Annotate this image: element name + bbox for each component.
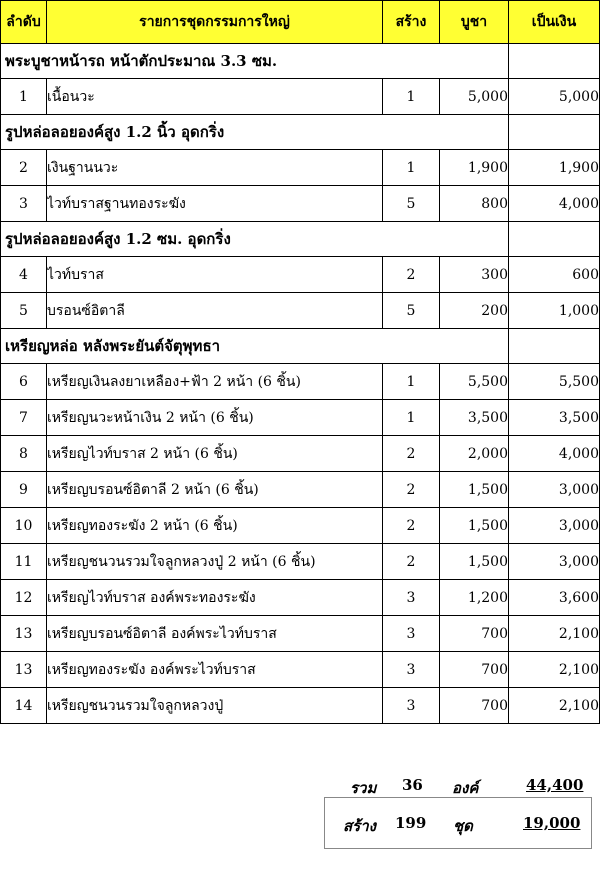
amount: 3,000: [509, 508, 600, 544]
built-qty: 1: [383, 150, 440, 186]
table-row: [1, 257, 600, 293]
section-empty-cell: [509, 222, 600, 257]
item-name: เหรียญชนวนรวมใจลูกหลวงปู่: [47, 688, 383, 724]
row-number: 12: [1, 580, 47, 616]
item-name: บรอนซ์อิตาลี: [47, 293, 383, 329]
built-qty: 2: [383, 472, 440, 508]
header-amount: เป็นเงิน: [509, 1, 600, 44]
item-name: เหรียญทองระฆัง องค์พระไวท์บราส: [47, 652, 383, 688]
header-item: รายการชุดกรรมการใหญ่: [47, 1, 383, 44]
row-number: 11: [1, 544, 47, 580]
table-row: [1, 472, 600, 508]
offer-price: 5,000: [440, 79, 509, 115]
item-name: เหรียญนวะหน้าเงิน 2 หน้า (6 ชิ้น): [47, 400, 383, 436]
offer-price: 1,900: [440, 150, 509, 186]
section-title: รูปหล่อลอยองค์สูง 1.2 นิ้ว อุดกริ่ง: [1, 115, 509, 150]
table-row: [1, 508, 600, 544]
section-empty-cell: [509, 115, 600, 150]
built-amount: 19,000: [523, 814, 581, 832]
offer-price: 200: [440, 293, 509, 329]
built-unit: ชุด: [453, 817, 473, 835]
total-label: รวม: [350, 779, 377, 797]
total-count: 36: [402, 776, 423, 794]
total-amount: 44,400: [526, 776, 584, 794]
amount: 2,100: [509, 652, 600, 688]
section-title: พระบูชาหน้ารถ หน้าตักประมาณ 3.3 ซม.: [1, 44, 509, 79]
row-number: 8: [1, 436, 47, 472]
amount: 600: [509, 257, 600, 293]
built-qty: 1: [383, 79, 440, 115]
row-number: 3: [1, 186, 47, 222]
offer-price: 300: [440, 257, 509, 293]
section-title: เหรียญหล่อ หลังพระยันต์จัตุพุทธา: [1, 329, 509, 364]
offer-price: 700: [440, 688, 509, 724]
table-row: [1, 436, 600, 472]
amount: 4,000: [509, 186, 600, 222]
table-row: [1, 364, 600, 400]
offer-price: 800: [440, 186, 509, 222]
header-offer: บูชา: [440, 1, 509, 44]
amount: 2,100: [509, 616, 600, 652]
item-name: เหรียญบรอนซ์อิตาลี 2 หน้า (6 ชิ้น): [47, 472, 383, 508]
row-number: 6: [1, 364, 47, 400]
offer-price: 1,200: [440, 580, 509, 616]
built-qty: 5: [383, 293, 440, 329]
table-row: [1, 150, 600, 186]
table-row: [1, 688, 600, 724]
built-qty: 2: [383, 544, 440, 580]
built-qty: 3: [383, 688, 440, 724]
offer-price: 1,500: [440, 472, 509, 508]
row-number: 14: [1, 688, 47, 724]
table-row: [1, 652, 600, 688]
table-row: [1, 79, 600, 115]
offer-price: 700: [440, 616, 509, 652]
item-name: ไวท์บราสฐานทองระฆัง: [47, 186, 383, 222]
amount: 5,500: [509, 364, 600, 400]
row-number: 4: [1, 257, 47, 293]
item-name: เหรียญบรอนซ์อิตาลี องค์พระไวท์บราส: [47, 616, 383, 652]
amount: 2,100: [509, 688, 600, 724]
offer-price: 5,500: [440, 364, 509, 400]
offer-price: 1,500: [440, 508, 509, 544]
table-row: [1, 544, 600, 580]
header-built: สร้าง: [383, 1, 440, 44]
table-row: [1, 293, 600, 329]
section-row: [1, 115, 600, 150]
table-row: [1, 580, 600, 616]
built-label: สร้าง: [343, 817, 376, 835]
section-empty-cell: [509, 44, 600, 79]
amount: 4,000: [509, 436, 600, 472]
amount: 3,500: [509, 400, 600, 436]
row-number: 7: [1, 400, 47, 436]
row-number: 5: [1, 293, 47, 329]
offer-price: 3,500: [440, 400, 509, 436]
built-summary-box: [324, 797, 592, 849]
built-qty: 1: [383, 400, 440, 436]
built-qty: 2: [383, 508, 440, 544]
item-name: เงินฐานนวะ: [47, 150, 383, 186]
built-qty: 5: [383, 186, 440, 222]
item-name: เนื้อนวะ: [47, 79, 383, 115]
section-row: [1, 44, 600, 79]
row-number: 1: [1, 79, 47, 115]
row-number: 13: [1, 616, 47, 652]
amount: 3,600: [509, 580, 600, 616]
table-row: [1, 186, 600, 222]
item-name: เหรียญเงินลงยาเหลือง+ฟ้า 2 หน้า (6 ชิ้น): [47, 364, 383, 400]
section-title: รูปหล่อลอยองค์สูง 1.2 ซม. อุดกริ่ง: [1, 222, 509, 257]
row-number: 10: [1, 508, 47, 544]
offer-price: 1,500: [440, 544, 509, 580]
header-no: ลำดับ: [1, 1, 47, 44]
header-row: [1, 1, 600, 44]
item-name: เหรียญไวท์บราส 2 หน้า (6 ชิ้น): [47, 436, 383, 472]
built-qty: 3: [383, 616, 440, 652]
built-qty: 2: [383, 257, 440, 293]
row-number: 9: [1, 472, 47, 508]
amount: 3,000: [509, 544, 600, 580]
section-row: [1, 329, 600, 364]
built-qty: 3: [383, 580, 440, 616]
item-name: เหรียญไวท์บราส องค์พระทองระฆัง: [47, 580, 383, 616]
total-unit: องค์: [452, 779, 479, 797]
offer-price: 2,000: [440, 436, 509, 472]
built-count: 199: [395, 814, 427, 832]
built-qty: 2: [383, 436, 440, 472]
table-body: [1, 44, 600, 724]
table-row: [1, 400, 600, 436]
item-name: เหรียญทองระฆัง 2 หน้า (6 ชิ้น): [47, 508, 383, 544]
table-row: [1, 616, 600, 652]
section-empty-cell: [509, 329, 600, 364]
built-qty: 3: [383, 652, 440, 688]
amount: 1,000: [509, 293, 600, 329]
amount: 5,000: [509, 79, 600, 115]
item-name: เหรียญชนวนรวมใจลูกหลวงปู่ 2 หน้า (6 ชิ้น): [47, 544, 383, 580]
offer-price: 700: [440, 652, 509, 688]
section-row: [1, 222, 600, 257]
row-number: 2: [1, 150, 47, 186]
amount: 1,900: [509, 150, 600, 186]
item-name: ไวท์บราส: [47, 257, 383, 293]
amount: 3,000: [509, 472, 600, 508]
built-qty: 1: [383, 364, 440, 400]
row-number: 13: [1, 652, 47, 688]
